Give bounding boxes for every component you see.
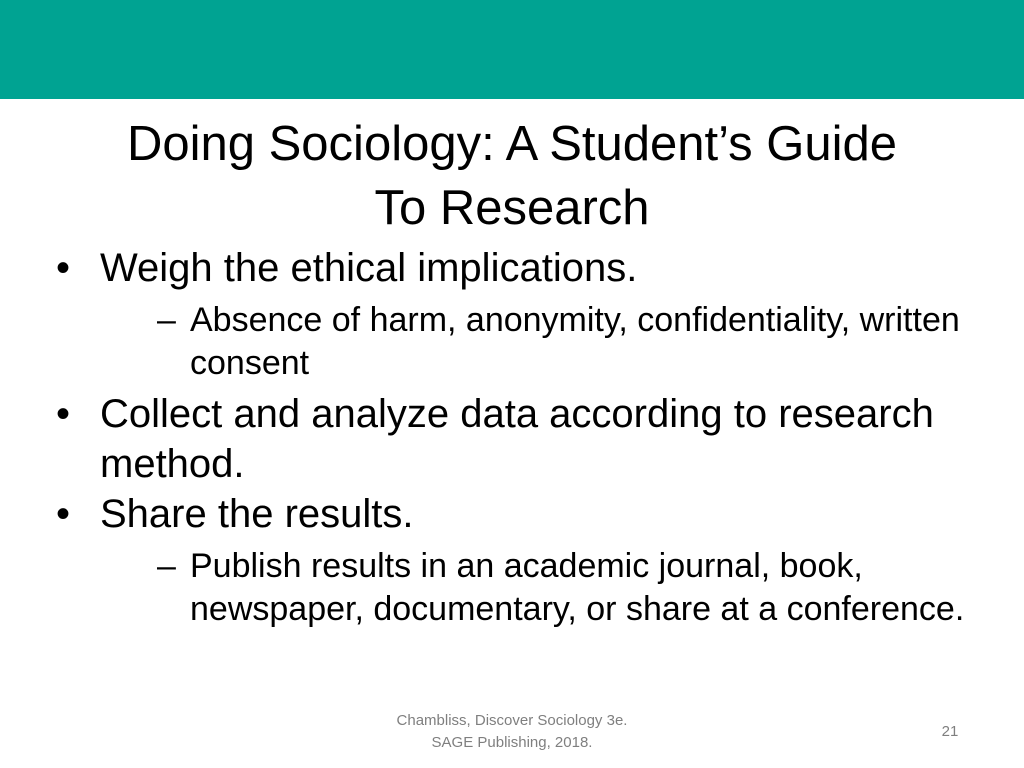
- sub-bullet-list: [100, 545, 986, 631]
- bullet-list: [56, 243, 986, 635]
- bullet-text: Share the results.: [100, 492, 414, 536]
- bullet-marker: •: [56, 392, 71, 436]
- footer-credit-line-2: SAGE Publishing, 2018.: [431, 734, 593, 751]
- sub-bullet-marker: –: [157, 301, 176, 339]
- bullet-marker: •: [56, 492, 71, 536]
- slide-title: [0, 112, 1024, 240]
- sub-bullet-item: [145, 545, 986, 631]
- sub-bullet-text: Publish results in an academic journal, book, newspaper, documentary, or share at a conference.: [190, 547, 965, 628]
- sub-bullet-text: Absence of harm, anonymity, confidentiality, written consent: [190, 301, 960, 382]
- bullet-text: Collect and analyze data according to research method.: [100, 392, 934, 486]
- bullet-text: Weigh the ethical implications.: [100, 246, 638, 290]
- header-accent-bar: [0, 0, 1024, 99]
- bullet-marker: •: [56, 246, 71, 290]
- page-number: 21: [941, 723, 959, 740]
- sub-bullet-list: [100, 299, 986, 385]
- slide-title-line-1: Doing Sociology: A Student’s Guide: [126, 117, 897, 171]
- sub-bullet-marker: –: [157, 547, 176, 585]
- sub-bullet-item: [145, 299, 986, 385]
- slide-title-line-2: To Research: [374, 181, 650, 235]
- bullet-item: [56, 489, 986, 631]
- footer-credit: [340, 710, 684, 754]
- footer-credit-line-1: Chambliss, Discover Sociology 3e.: [396, 712, 628, 729]
- bullet-item: [56, 389, 986, 489]
- bullet-item: [56, 243, 986, 385]
